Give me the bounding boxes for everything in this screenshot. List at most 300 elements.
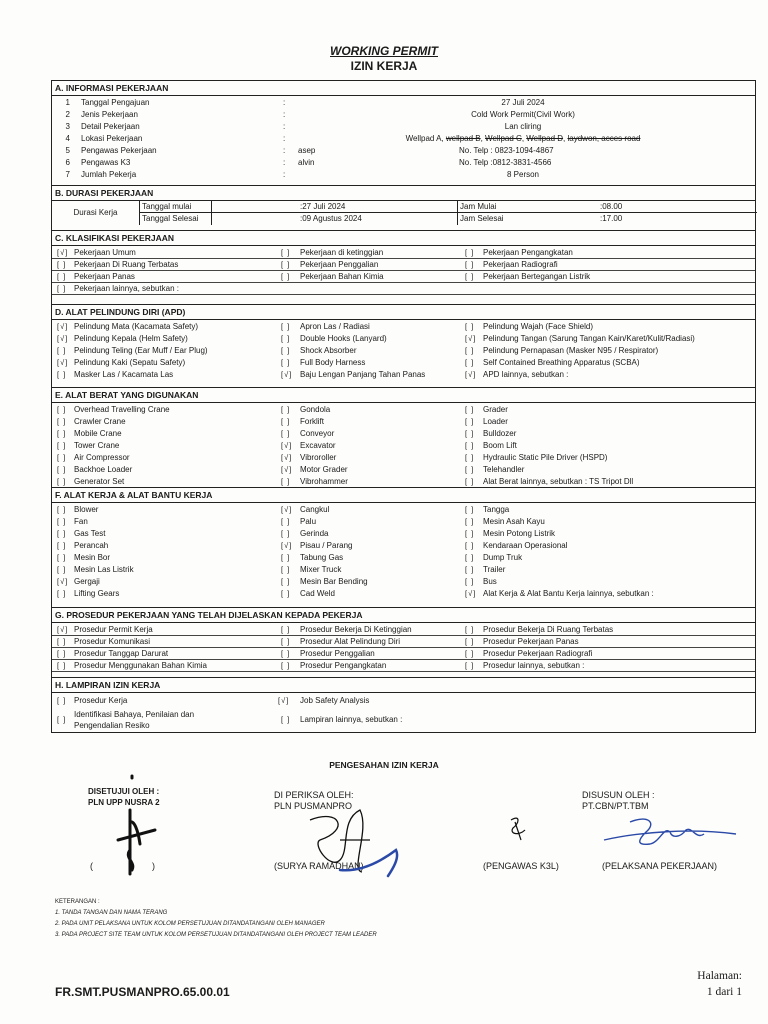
- checkbox[interactable]: [ ]: [465, 517, 475, 526]
- checkbox[interactable]: [ ]: [281, 322, 291, 331]
- option-label: Mesin Potong Listrik: [483, 529, 556, 538]
- checkbox[interactable]: [ ]: [57, 553, 67, 562]
- checkbox[interactable]: [ ]: [465, 248, 475, 257]
- option-label: Cad Weld: [300, 589, 335, 598]
- option-label: Job Safety Analysis: [300, 696, 370, 705]
- checkbox[interactable]: [ ]: [281, 248, 291, 257]
- colon: :: [283, 98, 286, 107]
- option-label: Cangkul: [300, 505, 330, 514]
- checkbox[interactable]: [ ]: [281, 358, 291, 367]
- section-alat-berat: [52, 387, 755, 487]
- colon: :: [283, 170, 286, 179]
- start-time-value: :08.00: [600, 202, 623, 211]
- checkbox[interactable]: [√]: [278, 696, 290, 705]
- option-label: Shock Absorber: [300, 346, 357, 355]
- prepared-by-org: PT.CBN/PT.TBM: [582, 801, 649, 811]
- section-e-heading: E. ALAT BERAT YANG DIGUNAKAN: [52, 388, 755, 403]
- checkbox[interactable]: [ ]: [281, 517, 291, 526]
- checkbox[interactable]: [ ]: [465, 553, 475, 562]
- checkbox[interactable]: [ ]: [281, 346, 291, 355]
- note-item: 1. TANDA TANGAN DAN NAMA TERANG: [55, 910, 168, 916]
- checkbox[interactable]: [ ]: [281, 272, 291, 281]
- option-label: Pekerjaan lainnya, sebutkan :: [74, 284, 179, 293]
- option-label: Prosedur Komunikasi: [74, 637, 151, 646]
- checklist-row: [52, 452, 755, 464]
- checkbox[interactable]: [ ]: [465, 429, 475, 438]
- location-part: Wellpad D: [526, 134, 564, 143]
- option-label: Hydraulic Static Pile Driver (HSPD): [483, 453, 608, 462]
- colon: :: [283, 110, 286, 119]
- checkbox[interactable]: [ ]: [281, 625, 291, 634]
- checkbox[interactable]: [ ]: [465, 453, 475, 462]
- field-label: Jumlah Pekerja: [81, 170, 137, 179]
- option-label: Tabung Gas: [300, 553, 344, 562]
- checklist-row: [52, 624, 755, 636]
- option-label: Tangga: [483, 505, 510, 514]
- checkbox[interactable]: [ ]: [465, 272, 475, 281]
- page-indicator: [697, 968, 742, 1000]
- option-label: Dump Truk: [483, 553, 523, 562]
- checkbox[interactable]: [ ]: [57, 649, 67, 658]
- permit-form: [51, 80, 756, 733]
- checkbox[interactable]: [√]: [57, 248, 69, 257]
- location-part: ,: [563, 134, 568, 143]
- checkbox[interactable]: [√]: [281, 441, 293, 450]
- checkbox[interactable]: [ ]: [57, 346, 67, 355]
- checkbox[interactable]: [ ]: [57, 696, 67, 705]
- prepared-by-block: [582, 790, 655, 812]
- checkbox[interactable]: [ ]: [465, 637, 475, 646]
- checkbox[interactable]: [ ]: [57, 637, 67, 646]
- checkbox[interactable]: [ ]: [465, 405, 475, 414]
- approved-by-name-close: ): [152, 861, 155, 871]
- checkbox[interactable]: [ ]: [465, 649, 475, 658]
- location-part: wellpad B: [445, 134, 481, 143]
- approval-title: PENGESAHAN IZIN KERJA: [329, 760, 439, 770]
- checkbox[interactable]: [ ]: [57, 417, 67, 426]
- option-label: Loader: [483, 417, 508, 426]
- option-label: Masker Las / Kacamata Las: [74, 370, 174, 379]
- section-f-heading: F. ALAT KERJA & ALAT BANTU KERJA: [52, 488, 755, 503]
- checkbox[interactable]: [ ]: [281, 715, 291, 724]
- option-label: Pekerjaan Penggalian: [300, 260, 379, 269]
- section-g-heading: G. PROSEDUR PEKERJAAN YANG TELAH DIJELASKAN KEPADA PEKERJA: [52, 608, 755, 623]
- option-label: Pelindung Kaki (Sepatu Safety): [74, 358, 186, 367]
- checklist-row: [52, 283, 755, 295]
- checklist-row: [52, 416, 755, 428]
- end-date-value: :09 Agustus 2024: [300, 214, 362, 223]
- option-label: Grader: [483, 405, 508, 414]
- checkbox[interactable]: [ ]: [57, 589, 67, 598]
- note-item: 2. PADA UNIT PELAKSANA UNTUK KOLOM PERSETUJUAN DITANDATANGANI OLEH MANAGER: [55, 921, 325, 927]
- end-time-label: Jam Selesai: [460, 214, 504, 223]
- checkbox[interactable]: [ ]: [465, 565, 475, 574]
- row-number: 7: [65, 170, 70, 179]
- checked-by-label: DI PERIKSA OLEH:: [274, 790, 354, 800]
- checker-signature: [300, 800, 420, 880]
- checkbox[interactable]: [ ]: [465, 477, 475, 486]
- start-time-label: Jam Mulai: [460, 202, 497, 211]
- option-label: Tower Crane: [74, 441, 120, 450]
- option-label: Motor Grader: [300, 465, 348, 474]
- section-prosedur-pekerjaan: [52, 607, 755, 677]
- checkbox[interactable]: [ ]: [281, 429, 291, 438]
- option-label: Pekerjaan Pengangkatan: [483, 248, 573, 257]
- option-label: Mesin Las Listrik: [74, 565, 134, 574]
- checklist-row: [52, 576, 755, 588]
- checkbox[interactable]: [ ]: [465, 465, 475, 474]
- location-part: ,: [480, 134, 486, 143]
- section-g-grid: [52, 623, 755, 672]
- checkbox[interactable]: [ ]: [57, 715, 67, 724]
- row-number: 5: [65, 146, 70, 155]
- checklist-row: [52, 648, 755, 660]
- option-label: Vibrohammer: [300, 477, 348, 486]
- section-durasi-pekerjaan: [52, 185, 755, 230]
- prepared-by-label: DISUSUN OLEH :: [582, 790, 655, 800]
- checklist-row: [52, 440, 755, 452]
- option-label: Trailer: [483, 565, 506, 574]
- info-row: [52, 169, 755, 181]
- checkbox[interactable]: [ ]: [57, 529, 67, 538]
- option-label: Boom Lift: [483, 441, 517, 450]
- location-part: Wellpad C: [485, 134, 522, 143]
- checkbox[interactable]: [√]: [281, 453, 293, 462]
- checklist-row: [52, 516, 755, 528]
- section-h-row-1: [52, 695, 755, 707]
- section-e-grid: [52, 403, 755, 488]
- field-value: Cold Work Permit(Civil Work): [471, 110, 575, 119]
- hse-signature: [505, 812, 545, 842]
- colon: :: [283, 122, 286, 131]
- notes-block: [55, 897, 377, 941]
- checkbox[interactable]: [√]: [57, 334, 69, 343]
- field-label: Tanggal Pengajuan: [81, 98, 150, 107]
- option-label: Pekerjaan Bahan Kimia: [300, 272, 384, 281]
- option-label: Lifting Gears: [74, 589, 120, 598]
- section-d-heading: D. ALAT PELINDUNG DIRI (APD): [52, 305, 755, 320]
- option-label: Prosedur Tanggap Darurat: [74, 649, 169, 658]
- option-label: Prosedur Pengangkatan: [300, 661, 387, 670]
- field-contact: No. Telp :0812-3831-4566: [459, 158, 552, 167]
- checkbox[interactable]: [ ]: [281, 417, 291, 426]
- checked-by-name: (SURYA RAMADHAN): [274, 861, 364, 871]
- option-label: Double Hooks (Lanyard): [300, 334, 387, 343]
- section-alat-kerja: [52, 487, 755, 607]
- checkbox[interactable]: [ ]: [465, 358, 475, 367]
- option-label: Telehandler: [483, 465, 525, 474]
- option-label: Full Body Harness: [300, 358, 366, 367]
- section-a-rows: [52, 96, 755, 181]
- option-label-cont: Pengendalian Resiko: [74, 721, 150, 730]
- checkbox[interactable]: [ ]: [57, 541, 67, 550]
- option-label: Pelindung Mata (Kacamata Safety): [74, 322, 199, 331]
- row-number: 6: [65, 158, 70, 167]
- colon: :: [283, 158, 286, 167]
- checkbox[interactable]: [ ]: [281, 661, 291, 670]
- option-label: Self Contained Breathing Apparatus (SCBA): [483, 358, 640, 367]
- option-label: Mesin Asah Kayu: [483, 517, 545, 526]
- field-label: Pengawas K3: [81, 158, 131, 167]
- checkbox[interactable]: [ ]: [465, 529, 475, 538]
- field-value: Lan cliring: [504, 122, 542, 131]
- option-label: Identifikasi Bahaya, Penilaian dan: [74, 710, 195, 719]
- checkbox[interactable]: [ ]: [57, 441, 67, 450]
- checkbox[interactable]: [ ]: [281, 589, 291, 598]
- field-label: Jenis Pekerjaan: [81, 110, 138, 119]
- checkbox[interactable]: [ ]: [281, 649, 291, 658]
- checkbox[interactable]: [ ]: [281, 529, 291, 538]
- checkbox[interactable]: [ ]: [281, 334, 291, 343]
- option-label: Pelindung Tangan (Sarung Tangan Kain/Karet/Kulit/Radiasi): [483, 334, 695, 343]
- option-label: Prosedur Menggunakan Bahan Kimia: [74, 661, 207, 670]
- info-row: [52, 157, 755, 169]
- option-label: Pekerjaan di ketinggian: [300, 248, 384, 257]
- option-label: Mobile Crane: [74, 429, 122, 438]
- option-label: Prosedur Permit Kerja: [74, 625, 153, 634]
- approved-by-label: DISETUJUI OLEH :: [88, 787, 160, 796]
- form-title: WORKING PERMIT: [330, 44, 438, 58]
- approver-signature: [110, 770, 170, 880]
- duration-start-row: [140, 201, 757, 213]
- checkbox[interactable]: [ ]: [465, 441, 475, 450]
- option-label: Conveyor: [300, 429, 335, 438]
- section-b-heading: B. DURASI PEKERJAAN: [52, 186, 755, 201]
- option-label: Gergaji: [74, 577, 100, 586]
- checkbox[interactable]: [ ]: [57, 405, 67, 414]
- checkbox[interactable]: [ ]: [465, 661, 475, 670]
- field-value: [289, 133, 757, 145]
- checkbox[interactable]: [ ]: [281, 565, 291, 574]
- start-date-label: Tanggal mulai: [142, 202, 192, 211]
- checkbox[interactable]: [√]: [281, 505, 293, 514]
- section-c-grid: [52, 246, 755, 295]
- checklist-row: [52, 660, 755, 672]
- checkbox[interactable]: [ ]: [57, 260, 67, 269]
- checklist-row: [52, 271, 755, 283]
- option-label: Gerinda: [300, 529, 329, 538]
- option-label: Prosedur Pekerjaan Panas: [483, 637, 579, 646]
- checkbox[interactable]: [ ]: [281, 577, 291, 586]
- field-value: 8 Person: [506, 170, 540, 179]
- option-label: Pekerjaan Bertegangan Listrik: [483, 272, 591, 281]
- checkbox[interactable]: [ ]: [465, 577, 475, 586]
- note-item: 3. PADA PROJECT SITE TEAM UNTUK KOLOM PERSETUJUAN DITANDATANGANI OLEH PROJECT TEAM LEADER: [55, 932, 377, 938]
- option-label: Bus: [483, 577, 497, 586]
- checkbox[interactable]: [√]: [465, 589, 477, 598]
- form-subtitle: IZIN KERJA: [350, 59, 418, 73]
- field-value: alvin: [298, 158, 315, 167]
- option-label: Mesin Bar Bending: [300, 577, 368, 586]
- checklist-row: [52, 540, 755, 552]
- option-label: Forklift: [300, 417, 324, 426]
- checked-by-org: PLN PUSMANPRO: [274, 801, 353, 811]
- section-h-row-2: [52, 707, 755, 733]
- field-contact: No. Telp : 0823-1094-4867: [459, 146, 554, 155]
- checklist-row: [52, 504, 755, 516]
- option-label: Prosedur Bekerja Di Ketinggian: [300, 625, 412, 634]
- checkbox[interactable]: [ ]: [57, 284, 67, 293]
- checkbox[interactable]: [ ]: [281, 477, 291, 486]
- checkbox[interactable]: [ ]: [57, 453, 67, 462]
- checkbox[interactable]: [ ]: [465, 541, 475, 550]
- checkbox[interactable]: [√]: [57, 625, 69, 634]
- checkbox[interactable]: [ ]: [465, 625, 475, 634]
- field-value: asep: [298, 146, 316, 155]
- info-row: [52, 109, 755, 121]
- checklist-row: [52, 588, 755, 600]
- checklist-row: [52, 464, 755, 476]
- option-label: Pelindung Wajah (Face Shield): [483, 322, 593, 331]
- section-klasifikasi-pekerjaan: [52, 230, 755, 304]
- checklist-row: [52, 247, 755, 259]
- option-label: APD lainnya, sebutkan :: [483, 370, 569, 379]
- checklist-row: [52, 428, 755, 440]
- checklist-row: [52, 345, 755, 357]
- approved-by-name-open: (: [90, 861, 93, 871]
- checkbox[interactable]: [√]: [57, 577, 69, 586]
- checkbox[interactable]: [√]: [281, 370, 293, 379]
- option-label: Excavator: [300, 441, 336, 450]
- field-label: Pengawas Pekerjaan: [81, 146, 157, 155]
- option-label: Prosedur lainnya, sebutkan :: [483, 661, 585, 670]
- checkbox[interactable]: [ ]: [57, 465, 67, 474]
- page-label: Halaman:: [697, 970, 742, 982]
- checkbox[interactable]: [ ]: [57, 517, 67, 526]
- checklist-row: [52, 259, 755, 271]
- option-label: Pelindung Teling (Ear Muff / Ear Plug): [74, 346, 208, 355]
- location-part: Wellpad A,: [405, 134, 446, 143]
- section-alat-pelindung-diri: [52, 304, 755, 387]
- checkbox[interactable]: [√]: [281, 465, 293, 474]
- option-label: Gas Test: [74, 529, 106, 538]
- option-label: Gondola: [300, 405, 331, 414]
- checkbox[interactable]: [ ]: [57, 272, 67, 281]
- checkbox[interactable]: [ ]: [281, 260, 291, 269]
- option-label: Kendaraan Operasional: [483, 541, 568, 550]
- checkbox[interactable]: [ ]: [465, 346, 475, 355]
- document-number: FR.SMT.PUSMANPRO.65.00.01: [55, 985, 230, 999]
- checkbox[interactable]: [ ]: [281, 553, 291, 562]
- checkbox[interactable]: [√]: [57, 322, 69, 331]
- option-label: Pekerjaan Radiografi: [483, 260, 558, 269]
- checkbox[interactable]: [√]: [57, 358, 69, 367]
- duration-end-row: [140, 213, 757, 225]
- checkbox[interactable]: [ ]: [281, 405, 291, 414]
- row-number: 1: [65, 98, 70, 107]
- checkbox[interactable]: [ ]: [465, 322, 475, 331]
- start-date-value: :27 Juli 2024: [300, 202, 346, 211]
- option-label: Prosedur Bekerja Di Ruang Terbatas: [483, 625, 614, 634]
- row-number: 3: [65, 122, 70, 131]
- option-label: Palu: [300, 517, 317, 526]
- option-label: Alat Kerja & Alat Bantu Kerja lainnya, sebutkan :: [483, 589, 654, 598]
- option-label: Pelindung Pernapasan (Masker N95 / Respirator): [483, 346, 659, 355]
- prepared-by-name: (PELAKSANA PEKERJAAN): [602, 861, 718, 871]
- checkbox[interactable]: [ ]: [57, 477, 67, 486]
- section-a-heading: A. INFORMASI PEKERJAAN: [52, 81, 755, 96]
- option-label: Lampiran lainnya, sebutkan :: [300, 715, 403, 724]
- checklist-row: [52, 357, 755, 369]
- duration-table: [52, 201, 755, 225]
- row-number: 2: [65, 110, 70, 119]
- option-label: Pelindung Kepala (Helm Safety): [74, 334, 188, 343]
- info-row: [52, 133, 755, 145]
- option-label: Pisau / Parang: [300, 541, 353, 550]
- checkbox[interactable]: [√]: [465, 370, 477, 379]
- option-label: Apron Las / Radiasi: [300, 322, 370, 331]
- option-label: Backhoe Loader: [74, 465, 133, 474]
- colon: :: [283, 146, 286, 155]
- option-label: Overhead Travelling Crane: [74, 405, 170, 414]
- location-part: ,: [521, 134, 527, 143]
- location-part: laydwon, acces road: [567, 134, 641, 143]
- checklist-row: [52, 636, 755, 648]
- checklist-row: [52, 404, 755, 416]
- checkbox[interactable]: [ ]: [57, 661, 67, 670]
- checkbox[interactable]: [ ]: [57, 505, 67, 514]
- checkbox[interactable]: [ ]: [281, 637, 291, 646]
- approved-by-org: PLN UPP NUSRA 2: [88, 798, 160, 807]
- checkbox[interactable]: [ ]: [465, 260, 475, 269]
- option-label: Blower: [74, 505, 99, 514]
- end-date-label: Tanggal Selesai: [142, 214, 199, 223]
- checklist-row: [52, 333, 755, 345]
- section-d-grid: [52, 320, 755, 381]
- section-f-grid: [52, 503, 755, 600]
- option-label: Crawler Crane: [74, 417, 126, 426]
- checkbox[interactable]: [ ]: [465, 417, 475, 426]
- option-label: Bulldozer: [483, 429, 517, 438]
- preparer-signature: [600, 812, 740, 857]
- checkbox[interactable]: [ ]: [57, 370, 67, 379]
- checkbox[interactable]: [ ]: [57, 429, 67, 438]
- option-label: Baju Lengan Panjang Tahan Panas: [300, 370, 426, 379]
- checklist-row: [52, 552, 755, 564]
- option-label: Prosedur Penggalian: [300, 649, 375, 658]
- checkbox[interactable]: [√]: [281, 541, 293, 550]
- info-row: [52, 121, 755, 133]
- colon: :: [283, 134, 286, 143]
- field-value: 27 Juli 2024: [501, 98, 545, 107]
- checklist-row: [52, 321, 755, 333]
- checkbox[interactable]: [ ]: [57, 565, 67, 574]
- duration-label: Durasi Kerja: [52, 201, 140, 225]
- option-label: Prosedur Pekerjaan Radiografi: [483, 649, 593, 658]
- info-row: [52, 145, 755, 157]
- section-c-heading: C. KLASIFIKASI PEKERJAAN: [52, 231, 755, 246]
- checklist-row: [52, 564, 755, 576]
- notes-heading: KETERANGAN :: [55, 899, 100, 905]
- option-label: Alat Berat lainnya, sebutkan : TS Tripot Dll: [483, 477, 634, 486]
- option-label: Generator Set: [74, 477, 125, 486]
- page-value: 1 dari 1: [706, 986, 742, 998]
- option-label: Pekerjaan Umum: [74, 248, 136, 257]
- checkbox[interactable]: [ ]: [465, 505, 475, 514]
- checklist-row: [52, 528, 755, 540]
- option-label: Vibroroller: [300, 453, 337, 462]
- section-lampiran-izin-kerja: [52, 677, 755, 734]
- info-row: [52, 97, 755, 109]
- checklist-row: [52, 369, 755, 381]
- option-label: Pekerjaan Di Ruang Terbatas: [74, 260, 179, 269]
- checkbox[interactable]: [√]: [465, 334, 477, 343]
- section-h-heading: H. LAMPIRAN IZIN KERJA: [52, 678, 755, 693]
- option-label: Fan: [74, 517, 88, 526]
- hse-supervisor-name: (PENGAWAS K3L): [483, 861, 559, 871]
- option-label: Perancah: [74, 541, 109, 550]
- option-label: Prosedur Alat Pelindung Diri: [300, 637, 401, 646]
